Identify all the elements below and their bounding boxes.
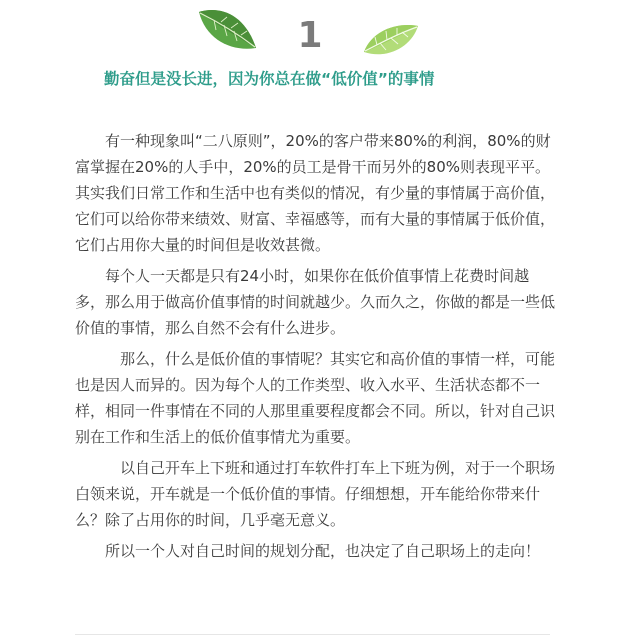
leaf-icon [362, 22, 420, 58]
paragraph: 以自己开车上下班和通过打车软件打车上下班为例，对于一个职场白领来说，开车就是一个低价值的事情。仔细想想，开车能给你带来什么？除了占用你的时间，几乎毫无意义。 [75, 459, 556, 529]
article-body [75, 128, 555, 569]
paragraph: 有一种现象叫“二八原则”，20%的客户带来80%的利润，80%的财富掌握在20%的人手中，20%的员工是骨干而另外的80%则表现平平。其实我们日常工作和生活中也有类似的情况，有少量的事情属于高价值，它们可以给你带来绩效、财富、幸福感等，而有大量的事情属于低价值，它们占用你大量的时间但是收效甚微。 [75, 132, 556, 254]
section-number: 1 [297, 15, 323, 56]
paragraph: 那么，什么是低价值的事情呢？其实它和高价值的事情一样，可能也是因人而异的。因为每个人的工作类型、收入水平、生活状态都不一样，相同一件事情在不同的人那里重要程度都会不同。所以，针对自己识别在工作和生活上的低价值事情尤为重要。 [75, 350, 556, 446]
article-subtitle: 勤奋但是没长进，因为你总在做“低价值”的事情 [104, 70, 435, 88]
article-header [0, 0, 620, 100]
paragraph: 每个人一天都是只有24小时，如果你在低价值事情上花费时间越多，那么用于做高价值事情的时间就越少。久而久之，你做的都是一些低价值的事情，那么自然不会有什么进步。 [75, 267, 556, 337]
paragraph: 所以一个人对自己时间的规划分配，也决定了自己职场上的走向！ [105, 542, 541, 560]
divider [75, 634, 550, 635]
